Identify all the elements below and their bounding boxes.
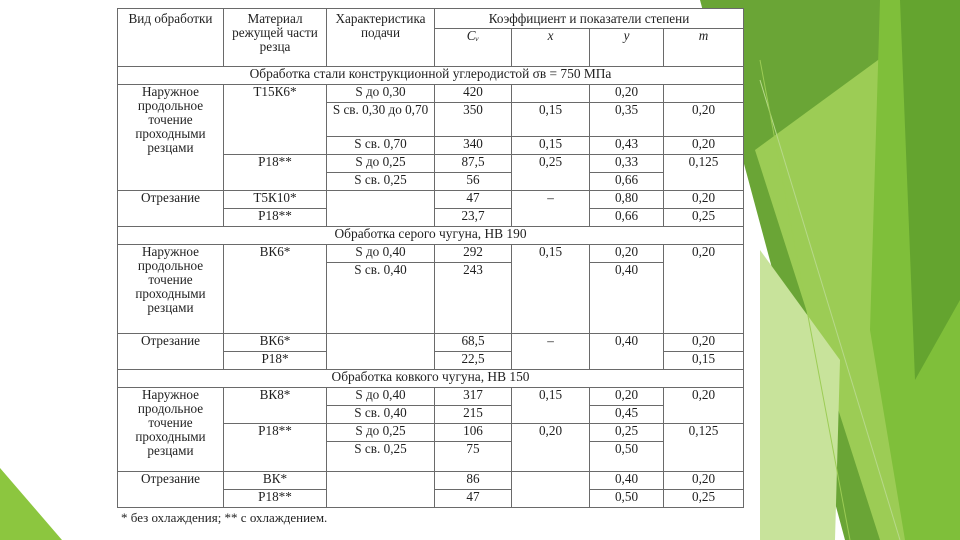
y-cell: 0,25 xyxy=(590,424,664,442)
tool-material-cell: ВК6* xyxy=(224,334,327,352)
header-feed: Характеристика подачи xyxy=(327,9,435,67)
feed-cell: S до 0,25 xyxy=(327,155,435,173)
m-cell: 0,20 xyxy=(664,245,744,334)
header-x: x xyxy=(512,29,590,67)
y-cell: 0,33 xyxy=(590,155,664,173)
feed-cell: S до 0,40 xyxy=(327,245,435,263)
operation-label: Наружное продольное точение проходными резцами xyxy=(118,245,224,334)
y-cell: 0,45 xyxy=(590,406,664,424)
x-cell: 0,15 xyxy=(512,137,590,155)
tool-material-cell: Р18** xyxy=(224,155,327,191)
m-cell: 0,20 xyxy=(664,472,744,490)
feed-cell: S до 0,40 xyxy=(327,388,435,406)
y-cell: 0,40 xyxy=(590,472,664,490)
feed-cell: S св. 0,40 xyxy=(327,263,435,334)
cv-cell: 87,5 xyxy=(435,155,512,173)
feed-cell: S св. 0,30 до 0,70 xyxy=(327,103,435,137)
m-cell xyxy=(664,85,744,103)
y-cell: 0,40 xyxy=(590,334,664,370)
tool-material-cell: Т5К10* xyxy=(224,191,327,209)
y-cell: 0,20 xyxy=(590,85,664,103)
y-cell: 0,66 xyxy=(590,173,664,191)
cv-cell: 22,5 xyxy=(435,352,512,370)
feed-cell xyxy=(327,334,435,370)
feed-cell: S до 0,30 xyxy=(327,85,435,103)
feed-cell: S до 0,25 xyxy=(327,424,435,442)
y-cell: 0,80 xyxy=(590,191,664,209)
y-cell: 0,35 xyxy=(590,103,664,137)
x-cell: – xyxy=(512,191,590,227)
cv-cell: 47 xyxy=(435,490,512,508)
m-cell: 0,20 xyxy=(664,388,744,424)
x-cell xyxy=(512,85,590,103)
cv-cell: 106 xyxy=(435,424,512,442)
header-cv: Cᵥ xyxy=(435,29,512,67)
x-cell: – xyxy=(512,334,590,370)
m-cell: 0,125 xyxy=(664,155,744,191)
cv-cell: 243 xyxy=(435,263,512,334)
cv-cell: 292 xyxy=(435,245,512,263)
y-cell: 0,40 xyxy=(590,263,664,334)
m-cell: 0,25 xyxy=(664,490,744,508)
feed-cell xyxy=(327,472,435,508)
m-cell: 0,20 xyxy=(664,334,744,352)
tool-material-cell: Р18** xyxy=(224,424,327,472)
x-cell: 0,20 xyxy=(512,424,590,472)
tool-material-cell: ВК* xyxy=(224,472,327,490)
cv-cell: 420 xyxy=(435,85,512,103)
y-cell: 0,66 xyxy=(590,209,664,227)
y-cell: 0,20 xyxy=(590,388,664,406)
x-cell: 0,15 xyxy=(512,245,590,334)
tool-material-cell: Р18* xyxy=(224,352,327,370)
m-cell: 0,20 xyxy=(664,191,744,209)
tool-material-cell: Р18** xyxy=(224,490,327,508)
m-cell: 0,25 xyxy=(664,209,744,227)
green-left-corner xyxy=(0,468,62,540)
m-cell: 0,20 xyxy=(664,137,744,155)
cv-cell: 350 xyxy=(435,103,512,137)
operation-label: Наружное продольное точение проходными резцами xyxy=(118,388,224,472)
section-title: Обработка серого чугуна, НВ 190 xyxy=(118,227,744,245)
x-cell xyxy=(512,472,590,508)
cv-cell: 68,5 xyxy=(435,334,512,352)
x-cell: 0,25 xyxy=(512,155,590,191)
cv-cell: 56 xyxy=(435,173,512,191)
cv-cell: 317 xyxy=(435,388,512,406)
cv-cell: 340 xyxy=(435,137,512,155)
header-coefficients: Коэффициент и показатели степени xyxy=(435,9,744,29)
feed-cell xyxy=(327,191,435,227)
y-cell: 0,50 xyxy=(590,442,664,472)
cv-cell: 215 xyxy=(435,406,512,424)
section-title: Обработка стали конструкционной углеродистой σв = 750 МПа xyxy=(118,67,744,85)
y-cell: 0,43 xyxy=(590,137,664,155)
cutting-speed-table xyxy=(117,8,744,508)
operation-label: Отрезание xyxy=(118,334,224,370)
tool-material-cell: Т15К6* xyxy=(224,85,327,155)
cv-cell: 86 xyxy=(435,472,512,490)
cv-cell: 23,7 xyxy=(435,209,512,227)
operation-label: Отрезание xyxy=(118,472,224,508)
feed-cell: S св. 0,40 xyxy=(327,406,435,424)
feed-cell: S св. 0,25 xyxy=(327,173,435,191)
header-m: m xyxy=(664,29,744,67)
tool-material-cell: ВК8* xyxy=(224,388,327,424)
tool-material-cell: ВК6* xyxy=(224,245,327,334)
m-cell: 0,125 xyxy=(664,424,744,472)
section-title: Обработка ковкого чугуна, НВ 150 xyxy=(118,370,744,388)
x-cell: 0,15 xyxy=(512,103,590,137)
header-tool-material: Материал режущей части резца xyxy=(224,9,327,67)
y-cell: 0,20 xyxy=(590,245,664,263)
y-cell: 0,50 xyxy=(590,490,664,508)
cv-cell: 47 xyxy=(435,191,512,209)
operation-label: Отрезание xyxy=(118,191,224,227)
feed-cell: S св. 0,25 xyxy=(327,442,435,472)
m-cell: 0,15 xyxy=(664,352,744,370)
feed-cell: S св. 0,70 xyxy=(327,137,435,155)
x-cell: 0,15 xyxy=(512,388,590,424)
operation-label: Наружное продольное точение проходными резцами xyxy=(118,85,224,191)
table-footnote: * без охлаждения; ** с охлаждением. xyxy=(121,510,328,525)
cv-cell: 75 xyxy=(435,442,512,472)
document-page xyxy=(117,8,743,533)
m-cell: 0,20 xyxy=(664,103,744,137)
header-y: y xyxy=(590,29,664,67)
header-processing-type: Вид обработки xyxy=(118,9,224,67)
tool-material-cell: Р18** xyxy=(224,209,327,227)
